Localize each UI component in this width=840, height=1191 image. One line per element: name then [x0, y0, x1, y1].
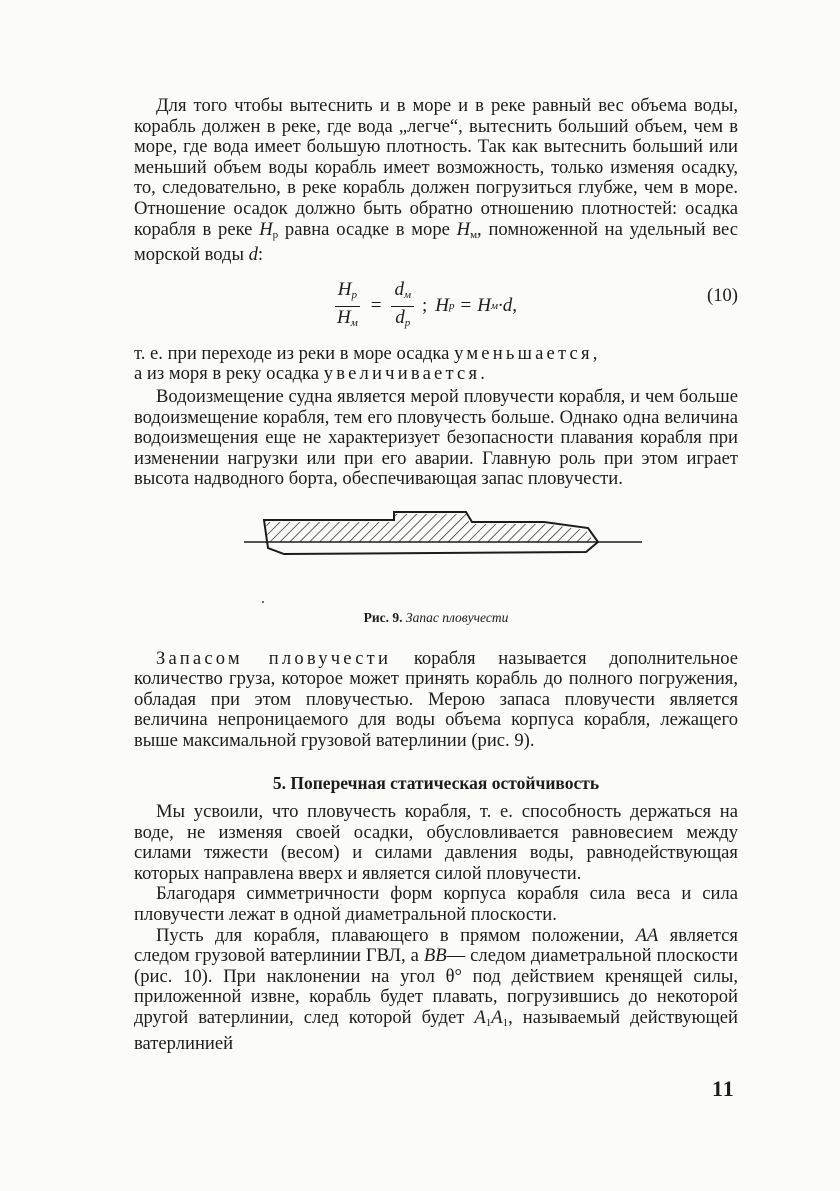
- variable-a1: A: [474, 1007, 486, 1028]
- subscript: м: [490, 299, 499, 312]
- paragraph-text: является следом грузовой ватерлинии ГВЛ, а: [134, 924, 738, 967]
- var: d: [395, 306, 405, 328]
- fraction-d: [391, 280, 414, 333]
- figure-caption: [134, 608, 738, 629]
- formula-number: (10): [707, 284, 738, 306]
- var: d: [394, 278, 404, 300]
- subscript: р: [351, 288, 357, 301]
- variable-a1: A: [491, 1007, 503, 1028]
- paragraph-buoyancy: Мы усвоили, что пловучесть корабля, т. е. способность держаться на воде, не изменяя своей осадки, обусловливается равновесием между силами тяжести (весом) и силами давления воды, равнодействующая которых направлена вверх и является силой пловучести.: [134, 801, 738, 884]
- paragraph-heel: [134, 926, 738, 1055]
- equals-sign: =: [460, 294, 472, 316]
- paragraph-text: , помноженной на удельный вес морской воды: [134, 218, 738, 266]
- fraction-h: [334, 280, 361, 333]
- subscript: м: [403, 288, 412, 301]
- caption-text: Запас пловучести: [405, 609, 509, 625]
- subscript: 1: [485, 1017, 492, 1029]
- subscript: 1: [502, 1017, 509, 1029]
- paragraph-conclusion: [134, 344, 738, 385]
- fraction-numerator: [335, 280, 360, 307]
- paragraph-text: Для того чтобы вытеснить и в море и в реке равный вес объема воды, корабль должен в реке, где вода „легче“, вытеснить больший объем, чем в море, где вода имеет большую плотность. Так как вытеснить больший или меньший объем воды корабль имеет возможность, только изменяя осадку, то, следовательно, в реке корабль должен погрузиться глубже, чем в море. Отношение осадок должно быть обратно отношению плотностей: осадка корабля в реке: [134, 95, 738, 240]
- variable-h: H: [259, 218, 273, 240]
- paragraph-text: а из моря в реку осадка: [134, 363, 320, 385]
- caption-label: Рис. 9.: [363, 609, 403, 625]
- reserve-buoyancy-hatch: [266, 514, 594, 542]
- var: H: [337, 306, 351, 328]
- var: H: [337, 278, 352, 300]
- emphasis-spaced: уменьшается,: [454, 342, 601, 364]
- separator: ;: [422, 294, 428, 316]
- figure-reserve-buoyancy: [134, 508, 738, 608]
- print-speck: [262, 601, 264, 603]
- paragraph-reserve-definition: [134, 649, 738, 752]
- var: H: [435, 294, 450, 316]
- section-heading: 5. Поперечная статическая остойчивость: [272, 773, 600, 794]
- emphasis-spaced: увеличивается.: [323, 363, 489, 385]
- paragraph-text: — следом диаметральной плоскости (рис. 10). При наклонении на угол θ° под действием кренящей силы, приложенной извне, корабль будет плавать, погрузившись до некоторой другой ватерлинии, след которой будет: [134, 945, 739, 1028]
- formula-body: [330, 280, 517, 333]
- subscript: р: [449, 299, 455, 312]
- emphasis-spaced: Запасом пловучести: [156, 647, 392, 669]
- variable-aa: AA: [635, 924, 659, 946]
- page-number: 11: [712, 1076, 735, 1101]
- paragraph-symmetry: Благодаря симметричности форм корпуса корабля сила веса и сила пловучести лежат в одной диаметральной плоскости.: [134, 883, 738, 926]
- var: H: [477, 294, 491, 316]
- formula-10: [134, 272, 738, 340]
- paragraph-draft-river-sea: [134, 96, 738, 266]
- paragraph-text: , называемый действующей ватерлинией: [134, 1007, 738, 1054]
- fraction-numerator: [391, 280, 414, 307]
- fraction-denominator: [334, 307, 361, 333]
- paragraph-text: корабля называется дополнительное количество груза, которое может принять корабль до полного погружения, обладая при этом пловучестью. Мерою запаса пловучести является величина непроницаемого для воды объема корпуса корабля, лежащего выше максимальной грузовой ватерлинии (рис. 9).: [134, 647, 738, 751]
- punctuation: :: [257, 244, 264, 266]
- paragraph-text: равна осадке в море: [284, 218, 450, 240]
- fraction-denominator: [392, 307, 413, 333]
- page-content: [134, 96, 738, 1054]
- subscript: м: [470, 228, 478, 241]
- equals-sign: =: [370, 294, 382, 316]
- paragraph-displacement: Водоизмещение судна является мерой пловучести корабля, и чем больше водоизмещение корабля, тем его пловучесть больше. Однако одна величина водоизмещения еще не характеризует безопасности плавания корабля при изменении нагрузки или при его аварии. Главную роль при этом играет высота надводного борта, обеспечивающая запас пловучести.: [134, 385, 738, 490]
- variable-bb: BB: [423, 945, 447, 967]
- formula-tail: ·d,: [498, 294, 518, 316]
- variable-d: d: [248, 244, 258, 266]
- subscript: м: [350, 316, 358, 329]
- paragraph-text: Пусть для корабля, плавающего в прямом положении,: [156, 924, 625, 946]
- subscript: р: [404, 316, 411, 329]
- variable-h: H: [456, 218, 471, 240]
- paragraph-text: т. е. при переходе из реки в море осадка: [134, 342, 450, 364]
- subscript: р: [272, 228, 279, 241]
- ship-hull-diagram: [244, 508, 644, 584]
